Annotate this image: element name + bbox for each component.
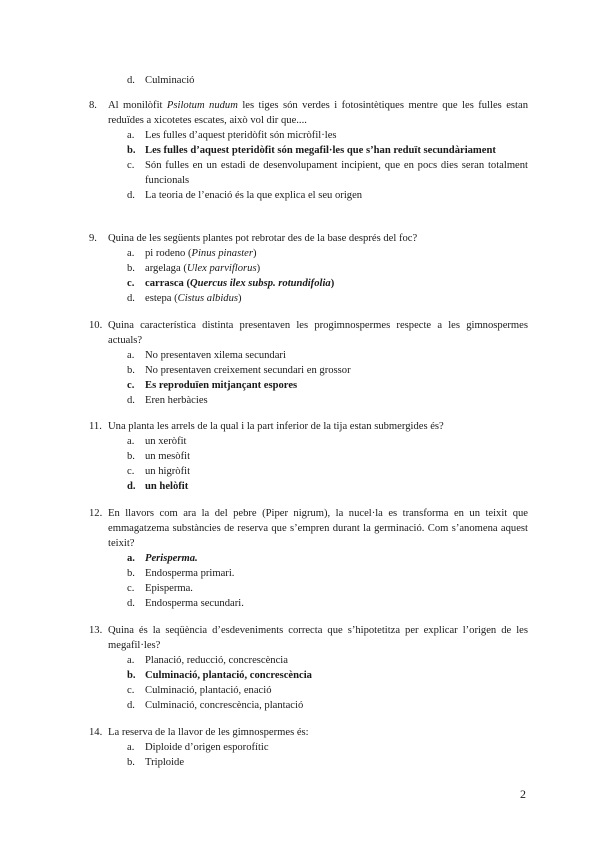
option-letter: a. — [127, 553, 135, 564]
option-b-correct — [0, 143, 600, 158]
question-text: Al monilòfit Psilotum nudum les tiges són verdes i fotosintètiques mentre que les fulles estan reduïdes a xicotetes escates, això vol dir que.... — [108, 100, 529, 126]
option-b — [0, 755, 600, 770]
option-letter: c. — [127, 380, 135, 391]
option-c — [0, 683, 600, 698]
option-text: un higròfit — [145, 466, 191, 477]
option-d-correct — [0, 479, 600, 494]
option-letter: c. — [127, 583, 135, 594]
species-name: Psilotum nudum — [166, 100, 238, 111]
option-text: un mesòfit — [145, 451, 191, 462]
option-letter: b. — [127, 670, 136, 681]
question-text: La reserva de la llavor de les gimnospermes és: — [108, 727, 309, 738]
option-text: Diploide d’origen esporofític — [145, 742, 269, 753]
option-c — [0, 158, 600, 188]
option-d — [0, 596, 600, 611]
option-text: Perisperma. — [145, 553, 198, 564]
option-letter: c. — [127, 466, 135, 477]
option-b — [0, 449, 600, 464]
option-b — [0, 363, 600, 378]
page-number: 2 — [520, 787, 526, 801]
option-a — [0, 653, 600, 668]
option-c — [0, 581, 600, 596]
question-8 — [0, 98, 600, 203]
option-d — [0, 698, 600, 713]
option-text: Les fulles d’aquest pteridòfit són megafil·les que s’han reduït secundàriament — [145, 145, 496, 156]
option-text: Endosperma primari. — [145, 568, 235, 579]
question-number: 8. — [89, 100, 97, 111]
option-c-correct — [0, 276, 600, 291]
option-d — [0, 291, 600, 306]
option-a-correct — [0, 551, 600, 566]
option-a — [0, 348, 600, 363]
question-14 — [0, 725, 600, 770]
question-text: Una planta les arrels de la qual i la part inferior de la tija estan submergides és? — [108, 421, 444, 432]
option-letter: d. — [127, 395, 135, 406]
option-text: Les fulles d’aquest pteridòfit són micròfil·les — [145, 130, 337, 141]
option-text: La teoria de l’enació és la que explica el seu origen — [145, 190, 363, 201]
option-text: Culminació — [145, 75, 195, 86]
option-text: estepa (Cistus albidus) — [145, 293, 242, 304]
option-letter: d. — [127, 481, 136, 492]
option-d — [0, 73, 600, 88]
question-13 — [0, 623, 600, 713]
option-text: Eren herbàcies — [145, 395, 208, 406]
question-number: 14. — [89, 727, 103, 738]
option-letter: c. — [127, 278, 135, 289]
option-text: Planació, reducció, concrescència — [145, 655, 288, 666]
option-letter: a. — [127, 248, 135, 259]
option-letter: d. — [127, 190, 135, 201]
option-d — [0, 393, 600, 408]
option-a — [0, 128, 600, 143]
option-letter: a. — [127, 130, 135, 141]
option-letter: c. — [127, 160, 135, 171]
question-number: 13. — [89, 625, 103, 636]
option-letter: b. — [127, 263, 135, 274]
option-c-correct — [0, 378, 600, 393]
option-letter: b. — [127, 451, 135, 462]
option-letter: a. — [127, 655, 135, 666]
option-text: argelaga (Ulex parviflorus) — [145, 263, 261, 274]
option-b-correct — [0, 668, 600, 683]
option-letter: b. — [127, 365, 135, 376]
previous-question-tail — [0, 73, 600, 88]
option-letter: b. — [127, 145, 136, 156]
option-letter: d. — [127, 293, 135, 304]
question-9 — [0, 231, 600, 306]
option-text: Culminació, concrescència, plantació — [145, 700, 304, 711]
option-letter: d. — [127, 598, 135, 609]
question-number: 9. — [89, 233, 97, 244]
question-10 — [0, 318, 600, 408]
option-a — [0, 434, 600, 449]
option-b — [0, 566, 600, 581]
question-number: 10. — [89, 320, 103, 331]
option-letter: b. — [127, 757, 135, 768]
option-text: No presentaven xilema secundari — [145, 350, 286, 361]
option-text: Endosperma secundari. — [145, 598, 244, 609]
option-text: No presentaven creixement secundari en grossor — [145, 365, 351, 376]
option-letter: d. — [127, 700, 135, 711]
option-letter: b. — [127, 568, 135, 579]
option-text: Culminació, plantació, enació — [145, 685, 272, 696]
question-text: En llavors com ara la del pebre (Piper nigrum), la nucel·la es transforma en un teixit que emmagatzema substàncies de reserva que s’empren durant la germinació. Com s’anomena aquest teixit? — [108, 508, 528, 549]
option-a — [0, 246, 600, 261]
question-text: Quina de les següents plantes pot rebrotar des de la base després del foc? — [108, 233, 418, 244]
option-text: Triploide — [145, 757, 185, 768]
question-text: Quina és la seqüència d’esdeveniments correcta que s’hipotetitza per explicar l’origen de les megafil·les? — [108, 625, 528, 651]
option-text: Es reproduïen mitjançant espores — [145, 380, 298, 391]
option-text: carrasca (Quercus ilex subsp. rotundifolia) — [145, 278, 335, 289]
option-a — [0, 740, 600, 755]
question-11 — [0, 419, 600, 494]
question-text: Quina característica distinta presentaven les progimnospermes respecte a les gimnospermes actuals? — [108, 320, 528, 346]
option-letter: a. — [127, 436, 135, 447]
option-text: Culminació, plantació, concrescència — [145, 670, 312, 681]
option-letter: d. — [127, 75, 135, 86]
option-letter: c. — [127, 685, 135, 696]
option-text: un helòfit — [145, 481, 189, 492]
option-text: Episperma. — [145, 583, 193, 594]
option-letter: a. — [127, 350, 135, 361]
option-c — [0, 464, 600, 479]
option-text: Són fulles en un estadi de desenvolupament incipient, que en pocs dies seran totalment funcionals — [145, 160, 528, 186]
question-number: 11. — [89, 421, 102, 432]
question-12 — [0, 506, 600, 611]
option-text: pi rodeno (Pinus pinaster) — [145, 248, 257, 259]
option-letter: a. — [127, 742, 135, 753]
option-text: un xeròfit — [145, 436, 187, 447]
question-number: 12. — [89, 508, 103, 519]
option-b — [0, 261, 600, 276]
option-d — [0, 188, 600, 203]
